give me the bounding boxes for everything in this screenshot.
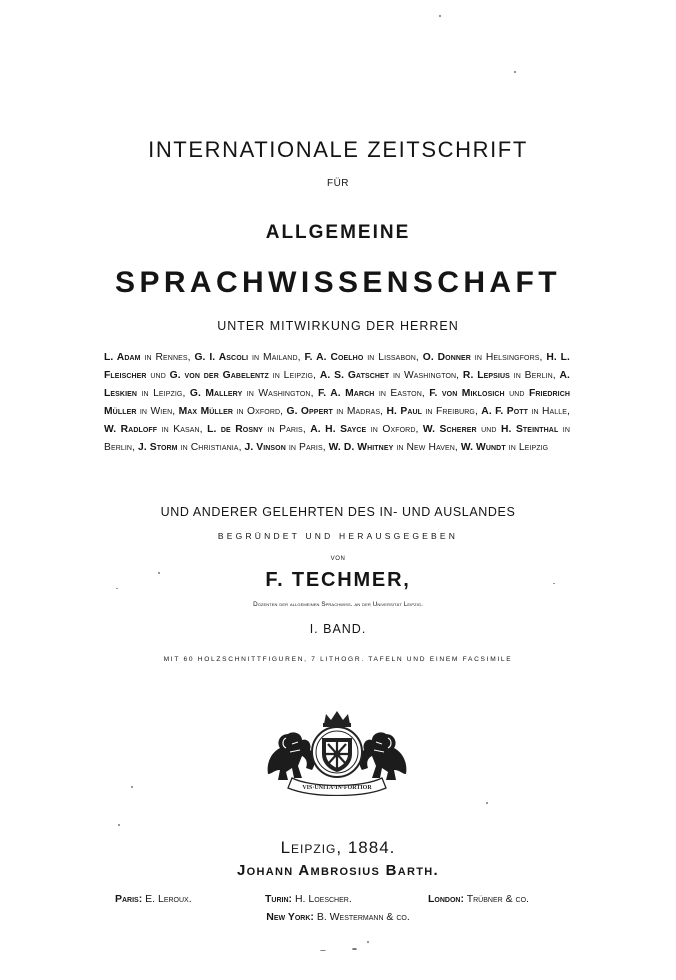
contributor-location: in Washington,	[389, 370, 463, 382]
contributor-name: G. I. Ascoli	[194, 352, 249, 363]
contributor-name: W. D. Whitney	[328, 442, 394, 454]
scan-speck	[158, 572, 160, 574]
contributor-location: in Wien,	[136, 406, 179, 418]
contributor-name: H. L. Fleischer	[104, 352, 571, 382]
contributor-location: in Christiania,	[177, 442, 245, 454]
contributor-name: W. Scherer	[422, 424, 477, 436]
contributor-location: in Leipzig	[505, 442, 549, 454]
cooperation-heading: UNTER MITWIRKUNG DER HERREN	[217, 319, 459, 333]
contributor-name: L. de Rosny	[207, 424, 264, 436]
contributor-location: in Washington,	[242, 388, 318, 400]
agent-london: London: Trübner & co.	[428, 893, 529, 905]
editor-name: F. TECHMER,	[265, 569, 411, 591]
editor-title: Dozenten der allgemeinen Sprachwiss. an der Universität Leipzig.	[253, 601, 423, 608]
contributor-name: J. Vinson	[244, 442, 286, 454]
contributor-location: in Leipzig,	[137, 388, 190, 400]
scan-speck	[116, 588, 118, 589]
contributor-location: in Easton,	[374, 388, 430, 400]
scan-speck	[320, 950, 326, 951]
publisher-emblem-icon	[262, 708, 412, 796]
contributor-name: A. F. Pott	[481, 406, 529, 418]
scan-speck	[367, 941, 369, 943]
contributor-name: G. Oppert	[286, 406, 333, 418]
other-scholars-line: UND ANDERER GELEHRTEN DES IN- UND AUSLANDES	[160, 505, 516, 519]
contributor-name: A. Leskien	[104, 370, 571, 400]
scan-speck	[486, 802, 488, 804]
contributor-location: in Kasan,	[157, 424, 208, 436]
contributor-name: G. Mallery	[189, 388, 243, 400]
scan-speck	[553, 583, 555, 584]
contributor-location: in Leipzig,	[268, 370, 320, 382]
contributor-name: R. Lepsius	[462, 370, 510, 382]
contributor-location: in Oxford,	[233, 406, 287, 418]
illustrations-note: MIT 60 HOLZSCHNITTFIGUREN, 7 LITHOGR. TAFELN UND EINEM FACSIMILE	[163, 656, 513, 663]
contributor-name: W. Wundt	[460, 442, 506, 454]
contributor-name: F. von Miklosich	[429, 388, 505, 400]
volume-label: I. BAND.	[309, 622, 367, 636]
scan-speck	[514, 71, 516, 73]
scan-speck	[131, 786, 133, 788]
contributor-name: O. Donner	[422, 352, 471, 363]
contributor-list	[104, 349, 570, 458]
contributor-name: A. H. Sayce	[310, 424, 367, 436]
contributor-name: L. Adam	[104, 352, 141, 363]
contributor-location: in Paris,	[263, 424, 311, 436]
contributor-location: und	[504, 388, 529, 400]
contributor-location: in Oxford,	[366, 424, 423, 436]
contributor-name: A. S. Gatschet	[319, 370, 390, 382]
scan-speck	[439, 15, 441, 17]
contributor-name: H. Steinthal	[501, 424, 559, 436]
contributor-location: und	[476, 424, 502, 436]
contributor-location: in Madras,	[332, 406, 387, 418]
agent-turin: Turin: H. Loescher.	[265, 893, 352, 905]
contributor-location: in Rennes,	[140, 352, 195, 363]
agent-new-york: New York: B. Westermann & co.	[266, 911, 410, 923]
by-line: VON	[330, 556, 346, 562]
contributor-location: in Lissabon,	[363, 352, 423, 363]
svg-text:VIS·UNITA·IN·FORTIOR: VIS·UNITA·IN·FORTIOR	[302, 785, 372, 791]
contributor-location: in Berlin,	[509, 370, 560, 382]
title-line-1: INTERNATIONALE ZEITSCHRIFT	[148, 137, 528, 162]
title-line-2: FÜR	[326, 178, 350, 189]
contributor-name: W. Radloff	[104, 424, 158, 436]
title-main: SPRACHWISSENSCHAFT	[115, 266, 561, 299]
contributor-location: in Berlin,	[104, 424, 570, 454]
place-year: Leipzig, 1884.	[280, 838, 396, 857]
contributor-name: Max Müller	[178, 406, 234, 418]
contributor-location: und	[146, 370, 170, 382]
founded-line: BEGRÜNDET UND HERAUSGEGEBEN	[217, 531, 459, 541]
contributor-location: in Paris,	[285, 442, 329, 454]
contributor-location: in Freiburg,	[422, 406, 482, 418]
contributor-name: H. Paul	[386, 406, 423, 418]
contributor-location: in Halle,	[528, 406, 571, 418]
publisher-name: Johann Ambrosius Barth.	[236, 862, 440, 879]
contributor-name: F. A. Coelho	[304, 352, 364, 363]
scan-speck	[118, 824, 120, 826]
contributor-location: in New Haven,	[393, 442, 461, 454]
contributor-name: G. von der Gabelentz	[169, 370, 269, 382]
agent-paris: Paris: E. Leroux.	[115, 893, 192, 905]
scan-speck	[352, 948, 357, 950]
contributor-name: J. Storm	[138, 442, 178, 454]
contributor-location: in Mailand,	[248, 352, 305, 363]
contributor-location: in Helsingfors,	[470, 352, 547, 363]
contributor-name: F. A. March	[317, 388, 375, 400]
title-line-3: ALLGEMEINE	[265, 222, 411, 243]
contributor-name: Friedrich Müller	[104, 388, 571, 418]
